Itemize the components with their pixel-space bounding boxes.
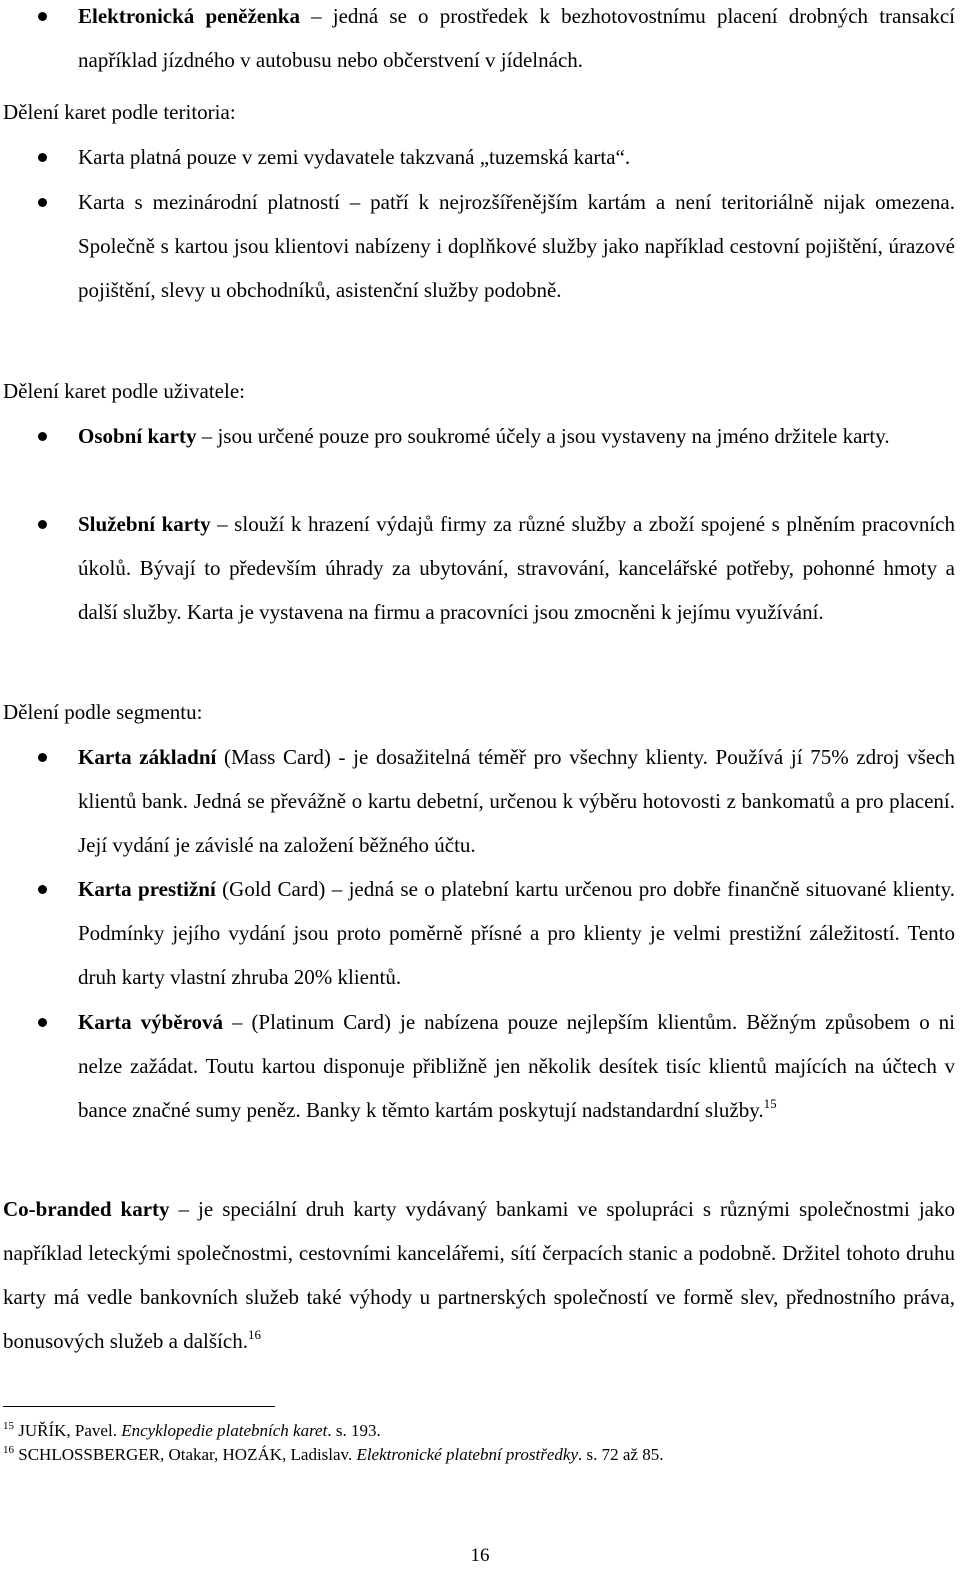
footnote-number: 16 [3, 1444, 14, 1456]
heading-segment: Dělení podle segmentu: [3, 700, 203, 724]
footnote-number: 15 [3, 1420, 14, 1432]
footnote-title: Encyklopedie platebních karet [121, 1421, 328, 1440]
term: Co-branded karty [3, 1197, 170, 1221]
bullet-icon [38, 198, 47, 207]
bullet-icon [38, 1018, 47, 1027]
list-item-gold-card [78, 867, 955, 999]
bullet-icon [38, 885, 47, 894]
footnote-author: SCHLOSSBERGER, Otakar, HOZÁK, Ladislav. [18, 1445, 357, 1464]
item-text: (Gold Card) – jedná se o platební kartu určenou pro dobře finančně situované klienty. Podmínky jejího vydání jsou proto poměrně přísné a pro klienty je velmi prestižní záležitostí. Tento druh karty vlastní zhruba 20% klientů. [78, 877, 955, 989]
bullet-icon [38, 153, 47, 162]
item-text: (Mass Card) - je dosažitelná téměř pro všechny klienty. Používá jí 75% zdroj všech klientů bank. Jedná se převážně o kartu debetní, určenou k výběru hotovosti z bankomatů a pro placení. Její vydání je závislé na založení běžného účtu. [78, 745, 955, 857]
paragraph-text: – je speciální druh karty vydávaný bankami ve spolupráci s různými společnostmi jako například leteckými společnostmi, cestovními kancelářemi, sítí čerpacích stanic a podobně. Držitel tohoto druhu karty má vedle bankovních služeb také výhody u partnerských společností ve formě slev, přednostního práva, bonusových služeb a dalších. [3, 1197, 955, 1353]
item-text: – jedná se o prostředek k bezhotovostnímu placení drobných transakcí například jízdného v autobusu nebo občerstvení v jídelnách. [78, 4, 955, 72]
list-item-basic-card [78, 735, 955, 867]
bullet-icon [38, 432, 47, 441]
list-item-business-cards [78, 502, 955, 634]
cobranded-paragraph [3, 1187, 955, 1363]
footnote-ref: 16 [247, 1327, 261, 1342]
list-item-personal-cards [78, 414, 955, 458]
list-item-platinum-card [78, 1000, 955, 1132]
footnote-ref: 15 [763, 1096, 777, 1111]
bullet-icon [38, 12, 47, 21]
page-number: 16 [470, 1545, 490, 1566]
footnote [3, 1420, 381, 1442]
footnote-rest: . s. 193. [327, 1421, 381, 1440]
term: Služební karty [78, 512, 211, 536]
bullet-icon [38, 520, 47, 529]
term: Karta základní [78, 745, 217, 769]
item-text: – jsou určené pouze pro soukromé účely a jsou vystaveny na jméno držitele karty. [196, 424, 890, 448]
list-item-domestic-card: Karta platná pouze v zemi vydavatele takzvaná „tuzemská karta“. [78, 145, 631, 169]
bullet-icon [38, 753, 47, 762]
footnote-divider [3, 1406, 275, 1407]
item-text: – slouží k hrazení výdajů firmy za různé služby a zboží spojené s plněním pracovních úkolů. Bývají to především úhrady za ubytování, stravování, kancelářské potřeby, pohonné hmoty a další služby. Karta je vystavena na firmu a pracovníci jsou zmocněni k jejímu využívání. [78, 512, 955, 624]
term: Elektronická peněženka [78, 4, 300, 28]
term: Karta prestižní [78, 877, 216, 901]
heading-user: Dělení karet podle uživatele: [3, 379, 245, 403]
footnote-rest: . s. 72 až 85. [578, 1445, 664, 1464]
list-item-electronic-wallet [78, 0, 955, 82]
term: Karta výběrová [78, 1010, 224, 1034]
item-text: – (Platinum Card) je nabízena pouze nejlepším klientům. Běžným způsobem o ni nelze zažádat. Toutu kartou disponuje přibližně jen několik desítek tisíc klientů majících na účtech v bance značné sumy peněz. Banky k těmto kartám poskytují nadstandardní služby. [78, 1010, 955, 1122]
term: Osobní karty [78, 424, 197, 448]
heading-territory: Dělení karet podle teritoria: [3, 100, 236, 124]
list-item-international-card: Karta s mezinárodní platností – patří k nejrozšířenějším kartám a není teritoriálně nijak omezena. Společně s kartou jsou klientovi nabízeny i doplňkové služby jako například cestovní pojištění, úrazové pojištění, slevy u obchodníků, asistenční služby podobně. [78, 190, 955, 302]
footnote-author: JUŘÍK, Pavel. [18, 1421, 122, 1440]
footnote [3, 1444, 663, 1466]
footnote-title: Elektronické platební prostředky [356, 1445, 579, 1464]
